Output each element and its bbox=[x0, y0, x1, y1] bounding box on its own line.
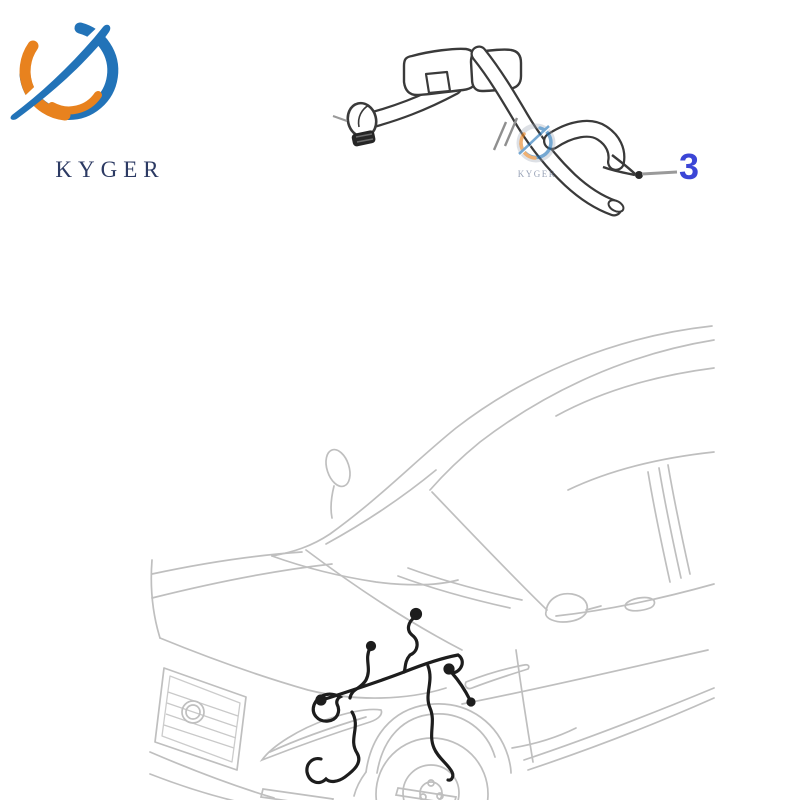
watermark-text: KYGER bbox=[517, 169, 557, 179]
front-grille bbox=[155, 668, 246, 770]
vehicle-drawing bbox=[140, 320, 716, 800]
part-callout-number: 3 bbox=[679, 146, 700, 187]
brand-logo bbox=[0, 0, 220, 210]
leader-dot bbox=[635, 171, 643, 179]
hose-part-drawing bbox=[320, 28, 705, 223]
callout-leader-line bbox=[635, 171, 677, 179]
brand-wordmark: KYGER bbox=[55, 157, 165, 182]
hose-clamp-marks bbox=[494, 118, 517, 150]
hose-left-connector bbox=[333, 100, 380, 147]
